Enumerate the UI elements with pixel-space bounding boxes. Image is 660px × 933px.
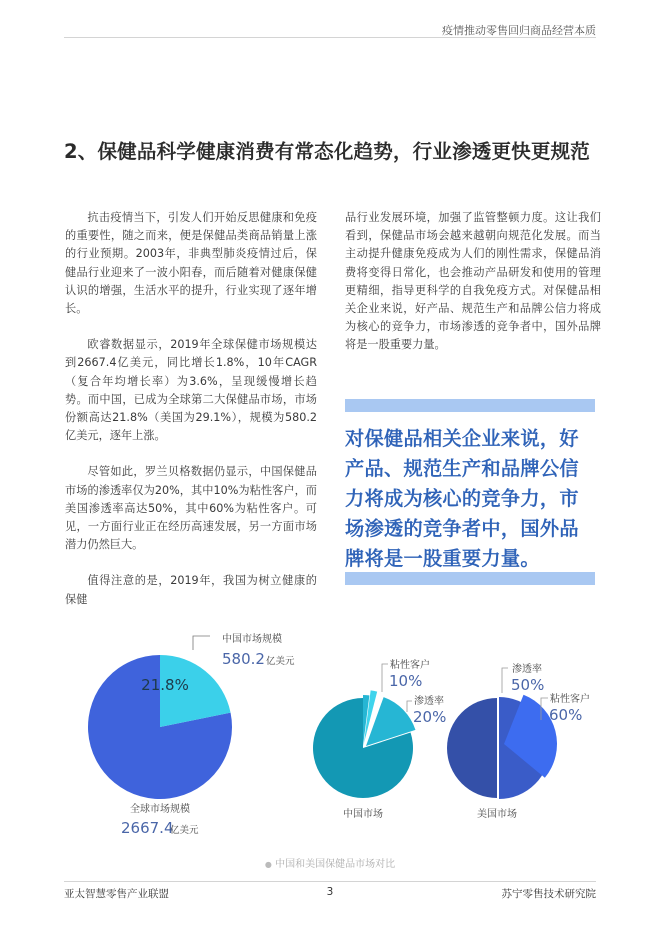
global-market-size-label: 全球市场规模	[130, 804, 190, 815]
quote-accent-bar-top	[345, 399, 595, 412]
figure-caption	[0, 855, 660, 870]
paragraph: 抗击疫情当下，引发人们开始反思健康和免疫的重要性，随之而来，便是保健品类商品销量上涨的行业预期。2003年，非典型肺炎疫情过后，保健品行业迎来了一波小阳春，而后随着对健康保健认识的增强，生活水平的提升，行业实现了逐年增长。	[65, 211, 317, 316]
china-market-size-label: 中国市场规模	[222, 634, 282, 645]
section-title: 2、保健品科学健康消费有常态化趋势，行业渗透更快更规范	[64, 140, 590, 163]
pie-slice-us-rest	[447, 698, 497, 798]
footer-divider	[64, 881, 596, 882]
global-market-size-value: 2667.4	[121, 819, 174, 837]
china-market-size-unit: 亿美元	[266, 656, 295, 667]
us-sticky-value: 60%	[549, 706, 583, 724]
right-column	[345, 209, 601, 373]
leader-line	[407, 701, 412, 712]
china-share-percent-label: 21.8%	[141, 676, 189, 694]
china-sticky-value: 10%	[389, 672, 423, 690]
china-market-title: 中国市场	[343, 809, 383, 820]
china-penetration-label: 渗透率	[414, 696, 444, 707]
paragraph: 品行业发展环境，加强了监管整顿力度。这让我们看到，保健品市场会越来越朝向规范化发展。而当主动提升健康免疫成为人们的刚性需求，保健品消费将变得日常化，也会推动产品研发和使用的管理更精细，指导更科学的自我免疫方式。对保健品相关企业来说，好产品、规范生产和品牌公信力将成为核心的竞争力，市场渗透的竞争者中，国外品牌将是一股重要力量。	[345, 211, 601, 352]
china-market-pie	[313, 658, 446, 820]
paragraph: 尽管如此，罗兰贝格数据仍显示，中国保健品市场的渗透率仅为20%，其中10%为粘性客户，而美国渗透率高达50%，其中60%为粘性客户。可见，一方面行业正在经历高速发展，另一方面市场潜力仍然巨大。	[65, 465, 317, 552]
us-penetration-label: 渗透率	[512, 664, 542, 675]
china-sticky-label: 粘性客户	[390, 660, 430, 671]
leader-line	[382, 664, 388, 692]
footer-right-org: 苏宁零售技术研究院	[501, 888, 596, 900]
quote-accent-bar-bottom	[345, 572, 595, 585]
china-penetration-value: 20%	[413, 708, 447, 726]
global-market-pie	[88, 632, 295, 837]
paragraph: 值得注意的是，2019年，我国为树立健康的保健	[65, 574, 317, 606]
us-penetration-value: 50%	[511, 676, 545, 694]
page-number: 3	[326, 886, 334, 898]
running-header: 疫情推动零售回归商品经营本质	[442, 24, 596, 37]
bullet-icon: ●	[264, 860, 272, 869]
header-divider	[64, 37, 596, 38]
caption-text: 中国和美国保健品市场对比	[275, 859, 396, 870]
us-market-pie	[447, 662, 590, 820]
global-market-size-unit: 亿美元	[170, 825, 199, 836]
china-market-size-value: 580.2	[222, 650, 265, 668]
footer-left-org: 亚太智慧零售产业联盟	[64, 888, 169, 900]
leader-line	[502, 668, 508, 693]
us-sticky-label: 粘性客户	[550, 694, 590, 705]
us-market-title: 美国市场	[477, 809, 517, 820]
leader-line	[193, 636, 210, 650]
paragraph: 欧睿数据显示，2019年全球保健市场规模达到2667.4亿美元，同比增长1.8%，10年CAGR（复合年均增长率）为3.6%，呈现缓慢增长趋势。而中国，已成为全球第二大保健品市场，市场份额高达21.8%（美国为29.1%），规模为580.2亿美元，逐年上涨。	[65, 338, 317, 443]
left-column	[65, 209, 317, 627]
market-comparison-charts	[0, 620, 660, 850]
pull-quote: 对保健品相关企业来说，好产品、规范生产和品牌公信力将成为核心的竞争力，市场渗透的竞争者中，国外品牌将是一股重要力量。	[345, 427, 579, 570]
